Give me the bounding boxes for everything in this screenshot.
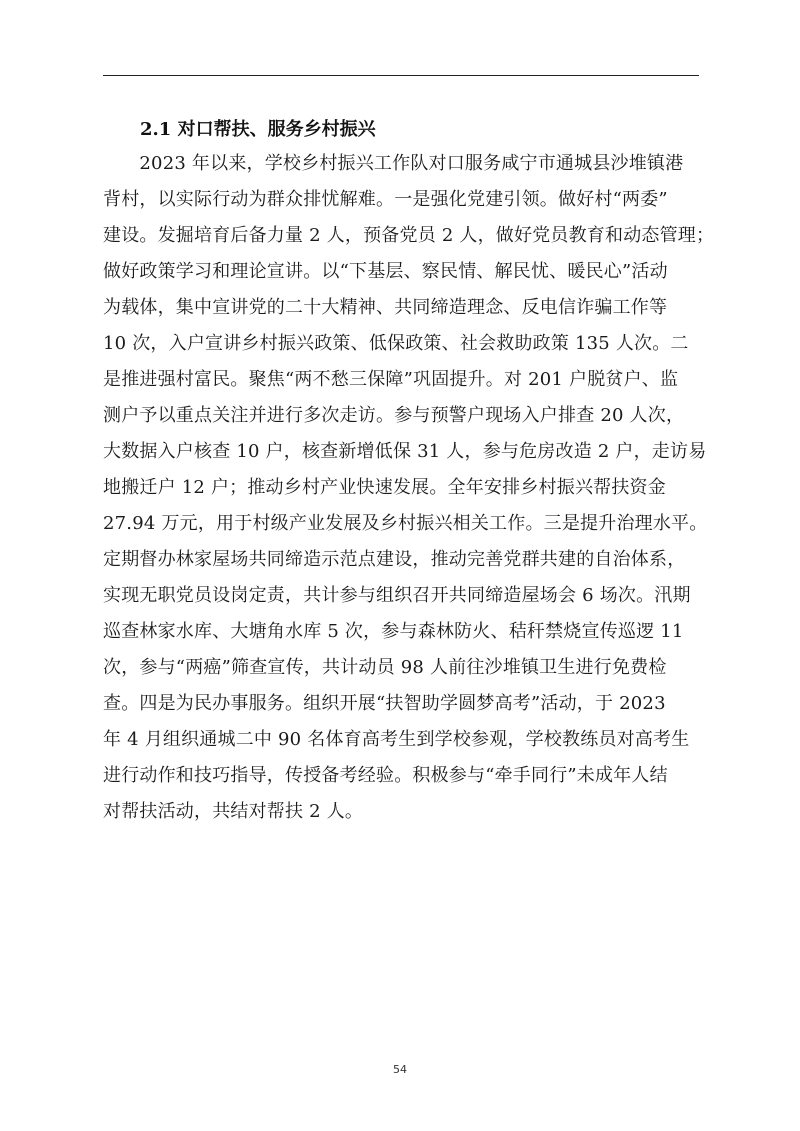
paragraph-line: 实现无职党员设岗定责，共计参与组织召开共同缔造屋场会 6 场次。汛期	[103, 585, 691, 606]
paragraph-line: 次，参与“两癌”筛查宣传，共计动员 98 人前往沙堆镇卫生进行免费检	[103, 657, 667, 678]
paragraph-line: 地搬迁户 12 户；推动乡村产业快速发展。全年安排乡村振兴帮扶资金	[103, 477, 666, 498]
paragraph-line: 测户予以重点关注并进行多次走访。参与预警户现场入户排查 20 人次，	[103, 405, 685, 426]
header-rule	[103, 75, 699, 76]
paragraph-line: 对帮扶活动，共结对帮扶 2 人。	[103, 801, 364, 822]
paragraph-line: 为载体，集中宣讲党的二十大精神、共同缔造理念、反电信诈骗工作等	[103, 297, 668, 318]
paragraph-line: 查。四是为民办事服务。组织开展“扶智助学圆梦高考”活动，于 2023	[103, 693, 666, 714]
paragraph-line: 做好政策学习和理论宣讲。以“下基层、察民情、解民忧、暖民心”活动	[103, 261, 668, 282]
paragraph-line: 是推进强村富民。聚焦“两不愁三保障”巩固提升。对 201 户脱贫户、监	[103, 369, 679, 390]
paragraph-line: 进行动作和技巧指导，传授备考经验。积极参与“牵手同行”未成年人结	[103, 765, 668, 786]
paragraph-line: 大数据入户核查 10 户，核查新增低保 31 人，参与危房改造 2 户，走访易	[103, 441, 707, 462]
paragraph-line: 定期督办林家屋场共同缔造示范点建设，推动完善党群共建的自治体系，	[103, 549, 686, 570]
page-number: 54	[393, 1063, 407, 1076]
paragraph-line: 10 次，入户宣讲乡村振兴政策、低保政策、社会救助政策 135 人次。二	[103, 333, 689, 354]
paragraph-line: 2023 年以来，学校乡村振兴工作队对口服务咸宁市通城县沙堆镇港	[103, 153, 684, 174]
paragraph-line: 年 4 月组织通城二中 90 名体育高考生到学校参观，学校教练员对高考生	[103, 729, 690, 750]
paragraph-line: 背村，以实际行动为群众排忧解难。一是强化党建引领。做好村“两委”	[103, 189, 668, 210]
section-heading: 2.1 对口帮扶、服务乡村振兴	[140, 119, 376, 140]
paragraph-line: 建设。发掘培育后备力量 2 人，预备党员 2 人，做好党员教育和动态管理；	[103, 225, 715, 246]
paragraph-line: 巡查林家水库、大塘角水库 5 次，参与森林防火、秸秆禁烧宣传巡逻 11	[103, 621, 684, 642]
paragraph-line: 27.94 万元，用于村级产业发展及乡村振兴相关工作。三是提升治理水平。	[103, 513, 708, 534]
